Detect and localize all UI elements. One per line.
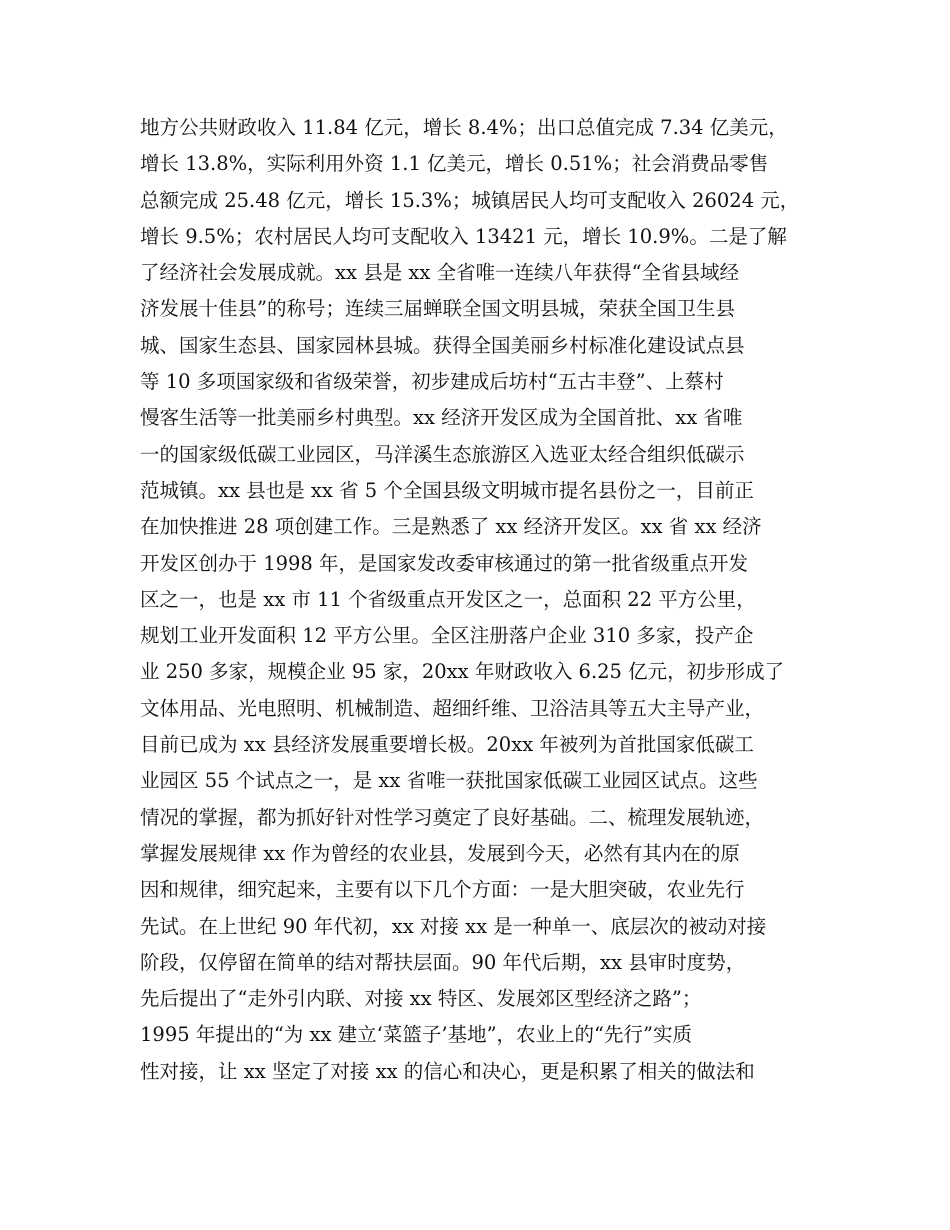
body-text — [140, 110, 840, 1090]
text-line: 先试。在上世纪 90 年代初，xx 对接 xx 是一种单一、底层次的被动对接 — [140, 914, 767, 938]
text-line: 慢客生活等一批美丽乡村典型。xx 经济开发区成为全国首批、xx 省唯 — [140, 406, 743, 430]
text-line: 规划工业开发面积 12 平方公里。全区注册落户企业 310 多家，投产企 — [140, 624, 754, 648]
text-line: 阶段，仅停留在简单的结对帮扶层面。90 年代后期，xx 县审时度势， — [140, 950, 746, 974]
text-line: 范城镇。xx 县也是 xx 省 5 个全国县级文明城市提名县份之一，目前正 — [140, 478, 754, 502]
text-line: 济发展十佳县”的称号；连续三届蝉联全国文明县城，荣获全国卫生县 — [140, 297, 735, 321]
text-line: 文体用品、光电照明、机械制造、超细纤维、卫浴洁具等五大主导产业， — [140, 696, 765, 720]
text-line: 了经济社会发展成就。xx 县是 xx 全省唯一连续八年获得“全省县域经 — [140, 261, 740, 285]
text-line: 业园区 55 个试点之一，是 xx 省唯一获批国家低碳工业园区试点。这些 — [140, 769, 758, 793]
text-line: 情况的掌握，都为抓好针对性学习奠定了良好基础。二、梳理发展轨迹， — [140, 805, 765, 829]
text-line: 地方公共财政收入 11.84 亿元，增长 8.4%；出口总值完成 7.34 亿美元， — [140, 116, 788, 139]
text-line: 业 250 多家，规模企业 95 家，20xx 年财政收入 6.25 亿元，初步形成了 — [140, 660, 785, 684]
text-line: 总额完成 25.48 亿元，增长 15.3%；城镇居民人均可支配收入 26024 元， — [140, 188, 800, 212]
text-line: 增长 13.8%，实际利用外资 1.1 亿美元，增长 0.51%；社会消费品零售 — [140, 152, 769, 176]
text-line: 因和规律，细究起来，主要有以下几个方面：一是大胆突破，农业先行 — [140, 878, 745, 902]
text-line: 开发区创办于 1998 年，是国家发改委审核通过的第一批省级重点开发 — [140, 551, 749, 575]
text-line: 一的国家级低碳工业园区，马洋溪生态旅游区入选亚太经合组织低碳示 — [140, 442, 745, 466]
text-line: 等 10 多项国家级和省级荣誉，初步建成后坊村“五古丰登”、上蔡村 — [140, 370, 724, 394]
text-line: 城、国家生态县、国家园林县城。获得全国美丽乡村标准化建设试点县 — [140, 333, 745, 357]
text-line: 1995 年提出的“为 xx 建立‘菜篮子’基地”，农业上的“先行”实质 — [140, 1023, 692, 1047]
text-line: 先后提出了“走外引内联、对接 xx 特区、发展郊区型经济之路”； — [140, 987, 702, 1011]
text-line: 目前已成为 xx 县经济发展重要增长极。20xx 年被列为首批国家低碳工 — [140, 733, 754, 757]
text-line: 性对接，让 xx 坚定了对接 xx 的信心和决心，更是积累了相关的做法和 — [140, 1059, 755, 1083]
text-line: 增长 9.5%；农村居民人均可支配收入 13421 元，增长 10.9%。二是了解 — [140, 224, 787, 248]
text-line: 区之一，也是 xx 市 11 个省级重点开发区之一，总面积 22 平方公里， — [140, 587, 756, 611]
text-line: 在加快推进 28 项创建工作。三是熟悉了 xx 经济开发区。xx 省 xx 经济 — [140, 515, 762, 539]
text-line: 掌握发展规律 xx 作为曾经的农业县，发展到今天，必然有其内在的原 — [140, 841, 740, 865]
